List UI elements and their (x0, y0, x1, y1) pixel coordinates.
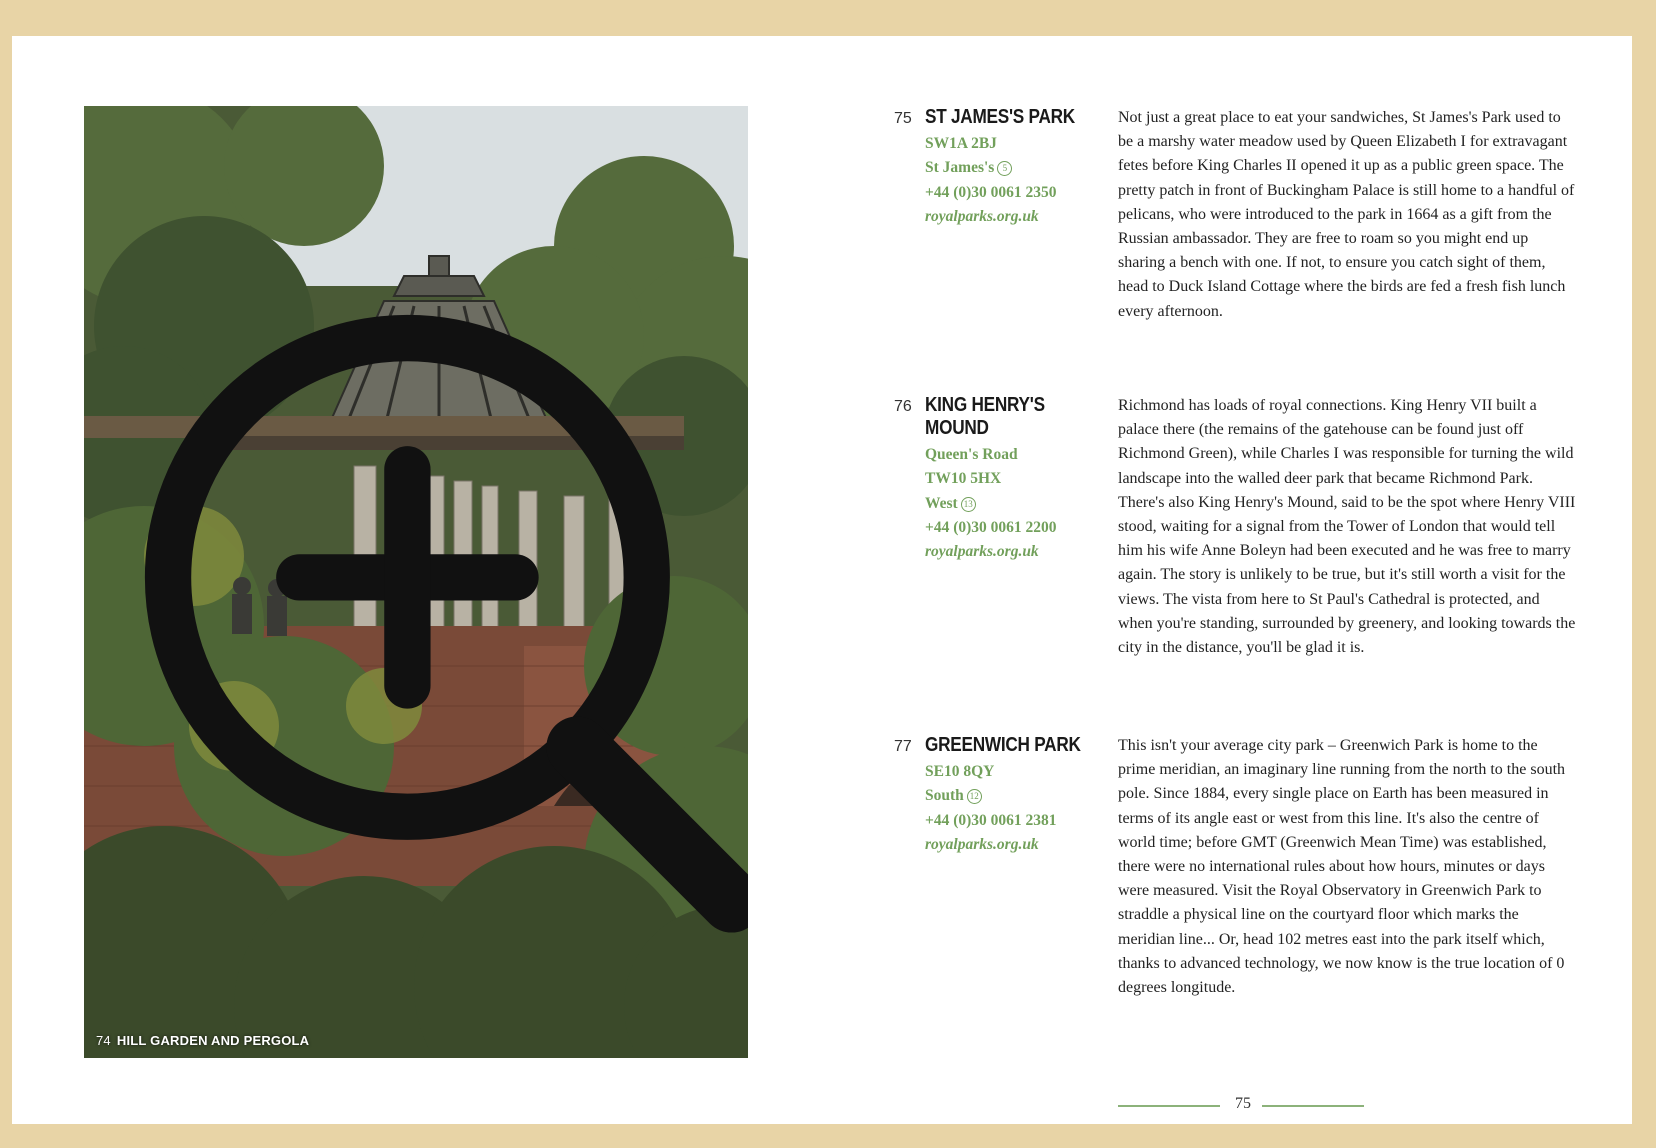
entry-postcode: TW10 5HX (925, 470, 1002, 488)
caption-number: 74 (96, 1033, 111, 1048)
page-number: 75 (1235, 1095, 1251, 1112)
entry-station: West 13 (925, 492, 1085, 516)
entry-info (925, 760, 1085, 857)
entry-header (925, 734, 1085, 857)
entry-address: Queen's Road (925, 446, 1018, 463)
zoom-in-icon (114, 140, 748, 1058)
entry-title: ST JAMES'S PARK (925, 106, 1075, 128)
zone-badge: 13 (961, 497, 976, 512)
entry-number: 75 (894, 110, 912, 127)
entry-station: South 12 (925, 784, 1085, 808)
entry-description: This isn't your average city park – Greenwich Park is home to the prime meridian, an imaginary line running from the north to the south pole. Since 1884, every single place on Earth has been measured in terms of its angle east or west from this line. It's also the centre of world time; before GMT (Greenwich Mean Time) was established, there were no international rules about how hours, minutes or days were measured. Visit the Royal Observatory in Greenwich Park to straddle a physical line on the courtyard floor which marks the meridian line... Or, head 102 metres east into the park itself which, thanks to advanced technology, we now know is the true location of 0 degrees longitude. (1118, 737, 1566, 997)
entry-number: 76 (894, 398, 912, 415)
zone-badge: 5 (997, 161, 1012, 176)
entry-title-line-2: MOUND (925, 417, 989, 439)
caption-text: HILL GARDEN AND PERGOLA (116, 1033, 310, 1048)
folio-rule-left (1118, 1105, 1220, 1107)
entry-station: St James's 5 (925, 156, 1085, 180)
entry-number: 77 (894, 738, 912, 755)
zoom-in-button[interactable] (114, 140, 200, 226)
entry-phone: +44 (0)30 0061 2350 (925, 183, 1057, 201)
entry-website-link[interactable]: royalparks.org.uk (925, 207, 1039, 225)
entry-website-link[interactable]: royalparks.org.uk (925, 835, 1039, 853)
entry-postcode: SW1A 2BJ (925, 135, 997, 152)
entry-info (925, 443, 1085, 564)
entry-title: GREENWICH PARK (925, 734, 1081, 756)
book-spread (12, 36, 1632, 1124)
entry-phone: +44 (0)30 0061 2381 (925, 811, 1057, 829)
hill-garden-photo (84, 106, 748, 1058)
entry-info (925, 132, 1085, 229)
entry-description: Not just a great place to eat your sandwiches, St James's Park used to be a marshy water meadow used by Queen Elizabeth I for extravagant fetes before King Charles II opened it up as a public green space. The pretty patch in front of Buckingham Palace is still home to a handful of pelicans, who were introduced to the park in 1664 as a gift from the Russian ambassador. They are free to roam so you might end up sharing a bench with one. If not, to ensure you catch sight of them, head to Duck Island Cottage where the birds are fed a fresh fish lunch every afternoon. (1118, 109, 1575, 320)
photo-caption (96, 1033, 309, 1048)
entry-phone: +44 (0)30 0061 2200 (925, 518, 1057, 536)
entry-header (925, 394, 1085, 564)
entry-description: Richmond has loads of royal connections. King Henry VII built a palace there (the remains of the gatehouse can be found just off Richmond Green), while Charles I was responsible for turning the wild landscape into the walled deer park that became Richmond Park. There's also King Henry's Mound, said to be the spot where Henry VIII stood, waiting for a signal from the Tower of London that would tell him his wife Anne Boleyn had been executed and he was free to marry again. The story is unlikely to be true, but it's still worth a visit for the views. The vista from here to St Paul's Cathedral is protected, and when you're standing, surrounded by greenery, and looking towards the city in the distance, you'll be glad it is. (1118, 397, 1576, 657)
entry-website-link[interactable]: royalparks.org.uk (925, 543, 1039, 561)
folio-rule-right (1262, 1105, 1364, 1107)
entry-postcode: SE10 8QY (925, 763, 995, 780)
entry-header (925, 106, 1085, 229)
page-folio (1118, 1092, 1366, 1122)
entry-title-line-1: KING HENRY'S (925, 394, 1045, 416)
zone-badge: 12 (967, 789, 982, 804)
